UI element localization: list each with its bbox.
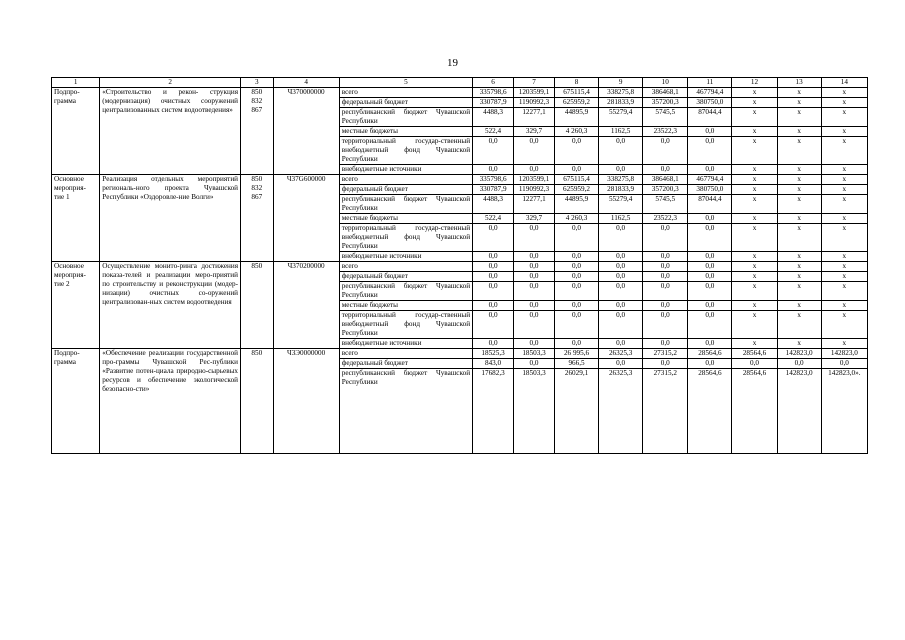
- value-cell: x: [732, 165, 777, 175]
- value-cell: 18503,3: [514, 369, 555, 454]
- value-cell: 0,0: [688, 137, 732, 165]
- value-cell: 0,0: [599, 165, 643, 175]
- column-header: 12: [732, 78, 777, 88]
- value-cell: 0,0: [643, 301, 688, 311]
- value-cell: 1203599,1: [514, 175, 555, 185]
- classification-code-cell: Ч3Э0000000: [273, 349, 339, 454]
- funding-source-cell: федеральный бюджет: [339, 98, 472, 108]
- funding-source-cell: территориальный государ-ственный внебюджетный фонд Чувашской Республики: [339, 311, 472, 339]
- value-cell: 338275,8: [599, 88, 643, 98]
- value-cell: 28564,6: [732, 349, 777, 359]
- value-cell: x: [777, 88, 821, 98]
- value-cell: 0,0: [688, 214, 732, 224]
- value-cell: x: [821, 127, 867, 137]
- value-cell: 0,0: [554, 339, 598, 349]
- section-name-cell: Реализация отдельных мероприятий региональ-ного проекта Чувашской Республики «Оздоровле-ние Волги»: [100, 175, 241, 262]
- value-cell: x: [821, 88, 867, 98]
- value-cell: 522,4: [473, 214, 514, 224]
- value-cell: 44895,9: [554, 195, 598, 214]
- grbs-code-cell: 850 832 867: [241, 175, 274, 262]
- value-cell: x: [777, 301, 821, 311]
- value-cell: x: [821, 301, 867, 311]
- value-cell: 0,0: [473, 339, 514, 349]
- value-cell: x: [732, 339, 777, 349]
- value-cell: 0,0: [599, 311, 643, 339]
- page-number: 19: [447, 57, 458, 69]
- value-cell: 0,0: [554, 165, 598, 175]
- value-cell: 87044,4: [688, 195, 732, 214]
- value-cell: 0,0: [473, 301, 514, 311]
- value-cell: 386468,1: [643, 175, 688, 185]
- funding-source-cell: федеральный бюджет: [339, 272, 472, 282]
- value-cell: 0,0: [514, 252, 555, 262]
- value-cell: x: [821, 175, 867, 185]
- value-cell: 4 260,3: [554, 214, 598, 224]
- value-cell: x: [821, 195, 867, 214]
- value-cell: x: [732, 88, 777, 98]
- value-cell: 0,0: [643, 339, 688, 349]
- value-cell: 329,7: [514, 127, 555, 137]
- column-header: 5: [339, 78, 472, 88]
- value-cell: x: [777, 224, 821, 252]
- funding-source-cell: всего: [339, 349, 472, 359]
- funding-source-cell: республиканский бюджет Чувашской Республики: [339, 108, 472, 127]
- value-cell: 0,0: [554, 282, 598, 301]
- value-cell: x: [732, 98, 777, 108]
- funding-source-cell: республиканский бюджет Чувашской Республики: [339, 282, 472, 301]
- value-cell: x: [732, 301, 777, 311]
- header-row: [52, 78, 868, 88]
- value-cell: 0,0: [643, 359, 688, 369]
- column-header: 6: [473, 78, 514, 88]
- grbs-code-cell: 850: [241, 349, 274, 454]
- value-cell: 467794,4: [688, 175, 732, 185]
- value-cell: 0,0: [473, 282, 514, 301]
- funding-source-cell: федеральный бюджет: [339, 185, 472, 195]
- value-cell: 0,0: [554, 252, 598, 262]
- value-cell: 28564,6: [732, 369, 777, 454]
- table-row: [52, 349, 868, 359]
- value-cell: 0,0: [688, 127, 732, 137]
- value-cell: 281833,9: [599, 98, 643, 108]
- value-cell: x: [777, 98, 821, 108]
- value-cell: 26029,1: [554, 369, 598, 454]
- value-cell: x: [732, 311, 777, 339]
- funding-source-cell: всего: [339, 175, 472, 185]
- section-type-cell: Подпро- грамма: [52, 349, 100, 454]
- value-cell: 386468,1: [643, 88, 688, 98]
- value-cell: 26325,3: [599, 349, 643, 359]
- value-cell: 142823,0».: [821, 369, 867, 454]
- value-cell: x: [732, 272, 777, 282]
- value-cell: 0,0: [514, 272, 555, 282]
- grbs-code-cell: 850: [241, 262, 274, 349]
- column-header: 8: [554, 78, 598, 88]
- value-cell: 0,0: [643, 272, 688, 282]
- value-cell: x: [732, 224, 777, 252]
- value-cell: x: [821, 108, 867, 127]
- table-row: [52, 262, 868, 272]
- funding-source-cell: местные бюджеты: [339, 127, 472, 137]
- funding-source-cell: местные бюджеты: [339, 301, 472, 311]
- value-cell: 0,0: [514, 165, 555, 175]
- value-cell: 0,0: [473, 262, 514, 272]
- value-cell: 330787,9: [473, 185, 514, 195]
- value-cell: 0,0: [599, 252, 643, 262]
- value-cell: x: [777, 137, 821, 165]
- value-cell: 44895,9: [554, 108, 598, 127]
- section-name-cell: «Строительство и рекон- струкция (модернизация) очистных сооружений централизованных систем водоотведения»: [100, 88, 241, 175]
- value-cell: 0,0: [514, 262, 555, 272]
- value-cell: 23522,3: [643, 127, 688, 137]
- value-cell: 522,4: [473, 127, 514, 137]
- funding-source-cell: внебюджетные источники: [339, 165, 472, 175]
- value-cell: x: [777, 165, 821, 175]
- value-cell: 625959,2: [554, 185, 598, 195]
- value-cell: x: [777, 175, 821, 185]
- value-cell: x: [777, 262, 821, 272]
- value-cell: 0,0: [473, 224, 514, 252]
- funding-source-cell: всего: [339, 262, 472, 272]
- value-cell: 0,0: [473, 252, 514, 262]
- value-cell: 0,0: [554, 262, 598, 272]
- value-cell: 0,0: [821, 359, 867, 369]
- value-cell: 26325,3: [599, 369, 643, 454]
- value-cell: x: [821, 214, 867, 224]
- funding-source-cell: местные бюджеты: [339, 214, 472, 224]
- value-cell: 5745,5: [643, 108, 688, 127]
- value-cell: 0,0: [599, 224, 643, 252]
- funding-source-cell: республиканский бюджет Чувашской Республики: [339, 195, 472, 214]
- classification-code-cell: Ч370200000: [273, 262, 339, 349]
- value-cell: 0,0: [643, 165, 688, 175]
- funding-source-cell: внебюджетные источники: [339, 339, 472, 349]
- value-cell: 0,0: [688, 359, 732, 369]
- value-cell: 0,0: [473, 311, 514, 339]
- funding-source-cell: территориальный государ-ственный внебюджетный фонд Чувашской Республики: [339, 137, 472, 165]
- value-cell: 27315,2: [643, 369, 688, 454]
- value-cell: 0,0: [643, 262, 688, 272]
- value-cell: 26 995,6: [554, 349, 598, 359]
- column-header: 2: [100, 78, 241, 88]
- funding-source-cell: внебюджетные источники: [339, 252, 472, 262]
- value-cell: x: [777, 311, 821, 339]
- value-cell: 0,0: [514, 282, 555, 301]
- value-cell: x: [732, 108, 777, 127]
- value-cell: 335798,6: [473, 88, 514, 98]
- value-cell: 0,0: [599, 359, 643, 369]
- value-cell: 0,0: [688, 224, 732, 252]
- value-cell: x: [732, 262, 777, 272]
- value-cell: x: [777, 185, 821, 195]
- value-cell: 0,0: [688, 252, 732, 262]
- value-cell: 0,0: [473, 137, 514, 165]
- value-cell: x: [732, 137, 777, 165]
- column-header: 1: [52, 78, 100, 88]
- value-cell: x: [732, 214, 777, 224]
- value-cell: 281833,9: [599, 185, 643, 195]
- value-cell: x: [821, 137, 867, 165]
- value-cell: 0,0: [688, 165, 732, 175]
- value-cell: 55279,4: [599, 108, 643, 127]
- value-cell: 4 260,3: [554, 127, 598, 137]
- value-cell: 12277,1: [514, 195, 555, 214]
- value-cell: 142823,0: [821, 349, 867, 359]
- value-cell: 142823,0: [777, 369, 821, 454]
- section-name-cell: «Обеспечение реализации государственной про-граммы Чувашской Рес-публики «Развитие потен-циала природно-сырьевых ресурсов и обеспечение экологической безопасно-сти»: [100, 349, 241, 454]
- value-cell: 0,0: [599, 137, 643, 165]
- value-cell: 0,0: [688, 301, 732, 311]
- value-cell: 5745,5: [643, 195, 688, 214]
- value-cell: 0,0: [688, 272, 732, 282]
- table-body: [52, 88, 868, 454]
- value-cell: x: [777, 127, 821, 137]
- value-cell: 0,0: [473, 165, 514, 175]
- value-cell: 1190992,3: [514, 98, 555, 108]
- value-cell: 27315,2: [643, 349, 688, 359]
- section-type-cell: Основное мероприя- тие 2: [52, 262, 100, 349]
- value-cell: x: [821, 272, 867, 282]
- value-cell: 467794,4: [688, 88, 732, 98]
- funding-source-cell: территориальный государ-ственный внебюджетный фонд Чувашской Республики: [339, 224, 472, 252]
- value-cell: 843,0: [473, 359, 514, 369]
- value-cell: 380750,0: [688, 185, 732, 195]
- value-cell: x: [777, 252, 821, 262]
- value-cell: x: [821, 262, 867, 272]
- value-cell: x: [821, 165, 867, 175]
- value-cell: 0,0: [688, 339, 732, 349]
- value-cell: 0,0: [643, 224, 688, 252]
- funding-source-cell: всего: [339, 88, 472, 98]
- value-cell: 966,5: [554, 359, 598, 369]
- value-cell: x: [821, 282, 867, 301]
- value-cell: 0,0: [643, 252, 688, 262]
- column-header: 9: [599, 78, 643, 88]
- column-header: 10: [643, 78, 688, 88]
- value-cell: 357200,3: [643, 98, 688, 108]
- value-cell: 0,0: [514, 339, 555, 349]
- table-row: [52, 175, 868, 185]
- value-cell: 0,0: [473, 272, 514, 282]
- value-cell: 142823,0: [777, 349, 821, 359]
- classification-code-cell: Ч37G600000: [273, 175, 339, 262]
- value-cell: 0,0: [514, 311, 555, 339]
- value-cell: 0,0: [732, 359, 777, 369]
- value-cell: 380750,0: [688, 98, 732, 108]
- value-cell: 12277,1: [514, 108, 555, 127]
- column-header: 3: [241, 78, 274, 88]
- value-cell: x: [732, 175, 777, 185]
- value-cell: 338275,8: [599, 175, 643, 185]
- column-header: 4: [273, 78, 339, 88]
- value-cell: x: [732, 252, 777, 262]
- value-cell: x: [821, 252, 867, 262]
- value-cell: 0,0: [688, 282, 732, 301]
- value-cell: x: [777, 214, 821, 224]
- value-cell: 0,0: [643, 282, 688, 301]
- value-cell: 18525,3: [473, 349, 514, 359]
- value-cell: x: [777, 272, 821, 282]
- value-cell: x: [821, 98, 867, 108]
- value-cell: 28564,6: [688, 349, 732, 359]
- value-cell: 1162,5: [599, 214, 643, 224]
- value-cell: x: [777, 108, 821, 127]
- value-cell: 625959,2: [554, 98, 598, 108]
- value-cell: 0,0: [599, 262, 643, 272]
- value-cell: 335798,6: [473, 175, 514, 185]
- value-cell: x: [821, 311, 867, 339]
- value-cell: x: [732, 127, 777, 137]
- table-row: [52, 88, 868, 98]
- value-cell: 4488,3: [473, 108, 514, 127]
- value-cell: x: [821, 339, 867, 349]
- value-cell: 1162,5: [599, 127, 643, 137]
- value-cell: x: [777, 339, 821, 349]
- section-type-cell: Основное мероприя- тие 1: [52, 175, 100, 262]
- value-cell: 0,0: [599, 301, 643, 311]
- value-cell: x: [777, 195, 821, 214]
- value-cell: 0,0: [599, 339, 643, 349]
- value-cell: x: [821, 185, 867, 195]
- column-header: 11: [688, 78, 732, 88]
- value-cell: 1203599,1: [514, 88, 555, 98]
- section-type-cell: Подпро- грамма: [52, 88, 100, 175]
- value-cell: 0,0: [514, 137, 555, 165]
- value-cell: 1190992,3: [514, 185, 555, 195]
- value-cell: 0,0: [514, 359, 555, 369]
- value-cell: 0,0: [554, 224, 598, 252]
- funding-source-cell: республиканский бюджет Чувашской Республики: [339, 369, 472, 454]
- value-cell: 4488,3: [473, 195, 514, 214]
- value-cell: x: [821, 224, 867, 252]
- value-cell: 17682,3: [473, 369, 514, 454]
- value-cell: 0,0: [599, 272, 643, 282]
- value-cell: 0,0: [643, 311, 688, 339]
- value-cell: 0,0: [554, 137, 598, 165]
- value-cell: 675115,4: [554, 175, 598, 185]
- value-cell: x: [732, 282, 777, 301]
- value-cell: 87044,4: [688, 108, 732, 127]
- value-cell: 0,0: [643, 137, 688, 165]
- value-cell: 329,7: [514, 214, 555, 224]
- value-cell: 55279,4: [599, 195, 643, 214]
- column-header: 14: [821, 78, 867, 88]
- value-cell: x: [732, 195, 777, 214]
- value-cell: 18503,3: [514, 349, 555, 359]
- value-cell: 0,0: [554, 311, 598, 339]
- value-cell: 330787,9: [473, 98, 514, 108]
- column-header: 13: [777, 78, 821, 88]
- value-cell: 0,0: [688, 262, 732, 272]
- value-cell: x: [732, 185, 777, 195]
- value-cell: 675115,4: [554, 88, 598, 98]
- value-cell: 0,0: [514, 224, 555, 252]
- budget-table: [51, 77, 868, 454]
- value-cell: 23522,3: [643, 214, 688, 224]
- funding-source-cell: федеральный бюджет: [339, 359, 472, 369]
- section-name-cell: Осуществление монито-ринга достижения показа-телей и реализации меро-приятий по строительству и реконструкции (модер-низации) очистных со-оружений централизован-ных систем водоотведения: [100, 262, 241, 349]
- grbs-code-cell: 850 832 867: [241, 88, 274, 175]
- value-cell: 357200,3: [643, 185, 688, 195]
- value-cell: 0,0: [777, 359, 821, 369]
- column-header: 7: [514, 78, 555, 88]
- value-cell: 0,0: [554, 301, 598, 311]
- value-cell: 0,0: [599, 282, 643, 301]
- classification-code-cell: Ч370000000: [273, 88, 339, 175]
- value-cell: 0,0: [688, 311, 732, 339]
- value-cell: 0,0: [514, 301, 555, 311]
- value-cell: x: [777, 282, 821, 301]
- value-cell: 0,0: [554, 272, 598, 282]
- value-cell: 28564,6: [688, 369, 732, 454]
